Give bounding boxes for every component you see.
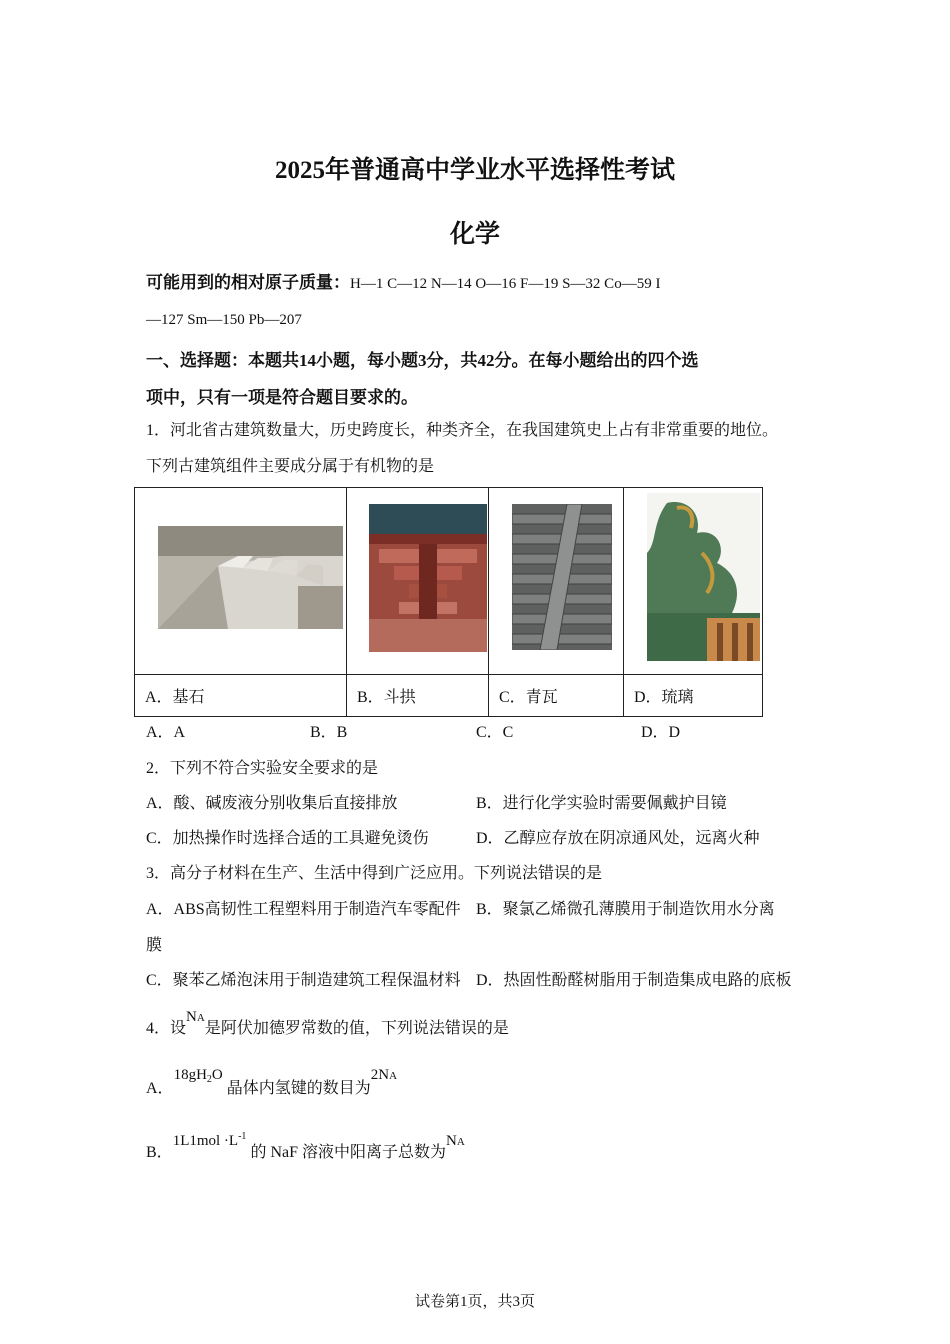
page-footer: 试卷第1页，共3页 — [414, 1294, 535, 1310]
q1-stem-line2: 下列古建筑组件主要成分属于有机物的是 — [146, 458, 435, 475]
q4-a-value-main: 2N — [370, 1067, 390, 1083]
q2-option-b[interactable]: B．进行化学实验时需要佩戴护目镜 — [476, 795, 727, 812]
image-cell-c — [489, 488, 624, 675]
q4-a-value-sub: A — [389, 1070, 398, 1082]
q2-option-a[interactable]: A．酸、碱废液分别收集后直接排放 — [146, 795, 398, 812]
q1-stem-line1: 1．河北省古建筑数量大，历史跨度长，种类齐全，在我国建筑史上占有非常重要的地位。 — [146, 422, 779, 439]
subject-title: 化学 — [449, 221, 500, 248]
q4-a-formula — [174, 1067, 223, 1083]
q4-suffix: 是阿伏加德罗常数的值，下列说法错误的是 — [204, 1020, 509, 1037]
q2-stem: 2．下列不符合实验安全要求的是 — [146, 760, 379, 777]
q3-option-b[interactable]: B．聚氯乙烯微孔薄膜用于制造饮用水分离 — [476, 901, 775, 918]
section1-line1: 一、选择题：本题共14小题，每小题3分，共42分。在每小题给出的四个选 — [146, 351, 699, 370]
q3-option-c[interactable]: C．聚苯乙烯泡沫用于制造建筑工程保温材料 — [146, 972, 461, 989]
q4-na-sub: A — [196, 1012, 205, 1024]
grey-tile-image — [512, 504, 612, 650]
foundation-stone-image — [158, 526, 343, 629]
q4-b-formula — [173, 1133, 247, 1149]
q4-prefix: 4．设 — [146, 1020, 187, 1037]
label-cell-a: A．基石 — [135, 675, 347, 717]
q4-option-b[interactable] — [146, 1131, 465, 1164]
q1-image-table — [134, 487, 763, 717]
image-cell-a — [135, 488, 347, 675]
atomic-masses-line1 — [146, 273, 660, 294]
dougong-bracket-image — [369, 504, 487, 652]
q4-na-symbol — [186, 1009, 205, 1025]
q1-option-c[interactable]: C．C — [476, 724, 514, 741]
q2-option-c[interactable]: C．加热操作时选择合适的工具避免烫伤 — [146, 830, 429, 847]
q4-b-formula-sup: -1 — [238, 1131, 247, 1142]
q4-stem — [146, 1009, 509, 1040]
q4-a-formula-main: 18gH — [173, 1067, 207, 1083]
q4-a-value — [371, 1067, 397, 1083]
label-cell-b: B．斗拱 — [347, 675, 489, 717]
q1-option-d[interactable]: D．D — [641, 724, 681, 741]
image-cell-b — [347, 488, 489, 675]
q3-option-b-continued: 膜 — [146, 937, 163, 954]
q4-a-formula-end: O — [211, 1067, 223, 1083]
atomic-masses-values: H—1 C—12 N—14 O—16 F—19 S—32 Co—59 I — [350, 276, 661, 292]
q1-option-a[interactable]: A．A — [146, 724, 186, 741]
q1-option-b[interactable]: B．B — [310, 724, 348, 741]
q4-b-value — [446, 1133, 465, 1149]
q4-b-value-sub: A — [456, 1136, 465, 1148]
section1-line2: 项中，只有一项是符合题目要求的。 — [146, 388, 418, 407]
q4-a-text: 晶体内氢键的数目为 — [226, 1080, 371, 1097]
q4-b-formula-main: 1L1mol ·L — [172, 1133, 239, 1149]
q3-option-d[interactable]: D．热固性酚醛树脂用于制造集成电路的底板 — [476, 972, 792, 989]
atomic-masses-line2: —127 Sm—150 Pb—207 — [146, 312, 302, 328]
q4-na-main: N — [186, 1009, 197, 1025]
glazed-ornament-image — [647, 493, 760, 661]
q3-stem: 3．高分子材料在生产、生活中得到广泛应用。下列说法错误的是 — [146, 865, 603, 882]
image-cell-d — [624, 488, 763, 675]
q4-b-label: B． — [146, 1144, 173, 1161]
label-cell-c: C．青瓦 — [489, 675, 624, 717]
q2-option-d[interactable]: D．乙醇应存放在阴凉通风处，远离火种 — [476, 830, 760, 847]
exam-title: 2025年普通高中学业水平选择性考试 — [274, 157, 675, 184]
atomic-masses-label: 可能用到的相对原子质量： — [146, 273, 350, 292]
q4-option-a[interactable] — [146, 1067, 398, 1104]
q4-a-label: A． — [146, 1080, 174, 1097]
q4-a-formula-sub: 2 — [206, 1074, 212, 1085]
q3-option-a[interactable]: A．ABS高韧性工程塑料用于制造汽车零配件 — [146, 901, 461, 918]
q4-b-text: 的 NaF 溶液中阳离子总数为 — [250, 1144, 446, 1161]
label-cell-d: D．琉璃 — [624, 675, 763, 717]
q4-b-value-main: N — [446, 1133, 457, 1149]
